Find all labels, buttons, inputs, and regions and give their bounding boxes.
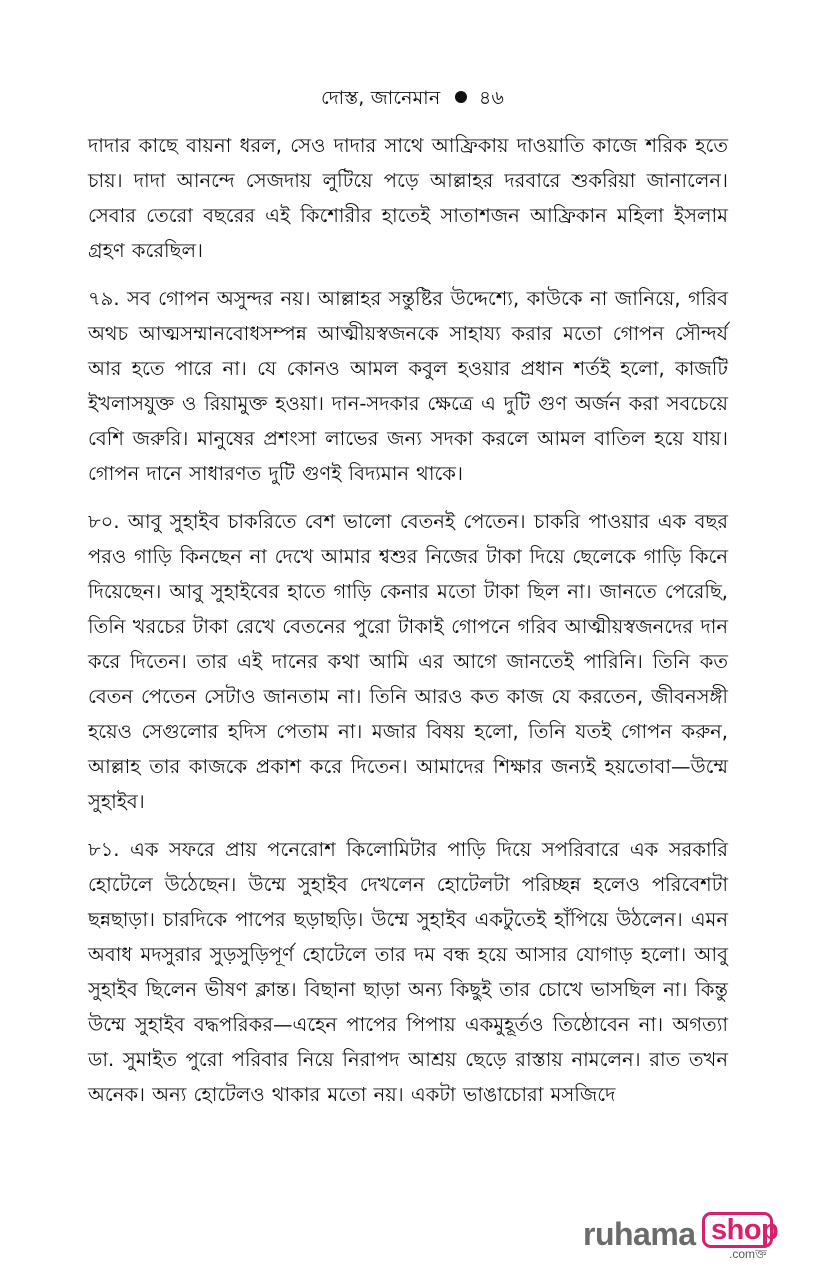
logo-text-ruhama: ruhama: [583, 1216, 696, 1252]
book-title: দোস্ত, জানেমান: [320, 87, 441, 109]
logo-text-suffix: .comক্ত: [729, 1247, 767, 1261]
bullet-icon: [455, 91, 467, 103]
paragraph-80: ৮০. আবু সুহাইব চাকরিতে বেশ ভালো বেতনই পেতেন। চাকরি পাওয়ার এক বছর পরও গাড়ি কিনছেন না দেখে আমার শ্বশুর নিজের টাকা দিয়ে ছেলেকে গাড়ি কিনে দিয়েছেন। আবু সুহাইবের হাতে গাড়ি কেনার মতো টাকা ছিল না। জানতে পেরেছি, তিনি খরচের টাকা রেখে বেতনের পুরো টাকাই গোপনে গরিব আত্মীয়স্বজনদের দান করে দিতেন। তার এই দানের কথা আমি এর আগে জানতেই পারিনি। তিনি কত বেতন পেতেন সেটাও জানতাম না। তিনি আরও কত কাজ যে করতেন, জীবনসঙ্গী হয়েও সেগুলোর হদিস পেতাম না। মজার বিষয় হলো, তিনি যতই গোপন করুন, আল্লাহ তার কাজকে প্রকাশ করে দিতেন। আমাদের শিক্ষার জন্যই হয়তোবা—উম্মে সুহাইব।: [88, 510, 728, 813]
paragraph-79: ৭৯. সব গোপন অসুন্দর নয়। আল্লাহর সন্তুষ্টির উদ্দেশ্যে, কাউকে না জানিয়ে, গরিব অথচ আত্মসম্মানবোধসম্পন্ন আত্মীয়স্বজনকে সাহায্য করার মতো গোপন সৌন্দর্য আর হতে পারে না। যে কোনও আমল কবুল হওয়ার প্রধান শর্তই হলো, কাজটি ইখলাসযুক্ত ও রিয়ামুক্ত হওয়া। দান-সদকার ক্ষেত্রে এ দুটি গুণ অর্জন করা সবচেয়ে বেশি জরুরি। মানুষের প্রশংসা লাভের জন্য সদকা করলে আমল বাতিল হয়ে যায়। গোপন দানে সাধারণত দুটি গুণই বিদ্যমান থাকে।: [88, 287, 728, 485]
logo-shop-box: [702, 1212, 779, 1248]
ruhamashop-logo: [583, 1212, 783, 1262]
logo-text-shop: shop: [711, 1214, 779, 1246]
running-header: [0, 84, 825, 112]
paragraph-81: ৮১. এক সফরে প্রায় পনেরোশ কিলোমিটার পাড়ি দিয়ে সপরিবারে এক সরকারি হোটেলে উঠেছেন। উম্মে সুহাইব দেখলেন হোটেলটা পরিচ্ছন্ন হলেও পরিবেশটা ছন্নছাড়া। চারদিকে পাপের ছড়াছড়ি। উম্মে সুহাইব একটুতেই হাঁপিয়ে উঠলেন। এমন অবাধ মদসুরার সুড়সুড়িপূর্ণ হোটেলে তার দম বন্ধ হয়ে আসার যোগাড় হলো। আবু সুহাইব ছিলেন ভীষণ ক্লান্ত। বিছানা ছাড়া অন্য কিছুই তার চোখে ভাসছিল না। কিন্তু উম্মে সুহাইব বদ্ধপরিকর—এহেন পাপের পিপায় একমুহূর্তও তিষ্ঠোবেন না। অগত্যা ডা. সুমাইত পুরো পরিবার নিয়ে নিরাপদ আশ্রয় ছেড়ে রাস্তায় নামলেন। রাত তখন অনেক। অন্য হোটেলও থাকার মতো নয়। একটা ভাঙাচোরা মসজিদে: [88, 838, 728, 1106]
page-body: [88, 128, 728, 1112]
paragraph-continuation: দাদার কাছে বায়না ধরল, সেও দাদার সাথে আফ্রিকায় দাওয়াতি কাজে শরিক হতে চায়। দাদা আনন্দে সেজদায় লুটিয়ে পড়ে আল্লাহর দরবারে শুকরিয়া জানালেন। সেবার তেরো বছরের এই কিশোরীর হাতেই সাতাশজন আফ্রিকান মহিলা ইসলাম গ্রহণ করেছিল।: [88, 134, 728, 262]
page-number: ৪৬: [478, 87, 505, 109]
